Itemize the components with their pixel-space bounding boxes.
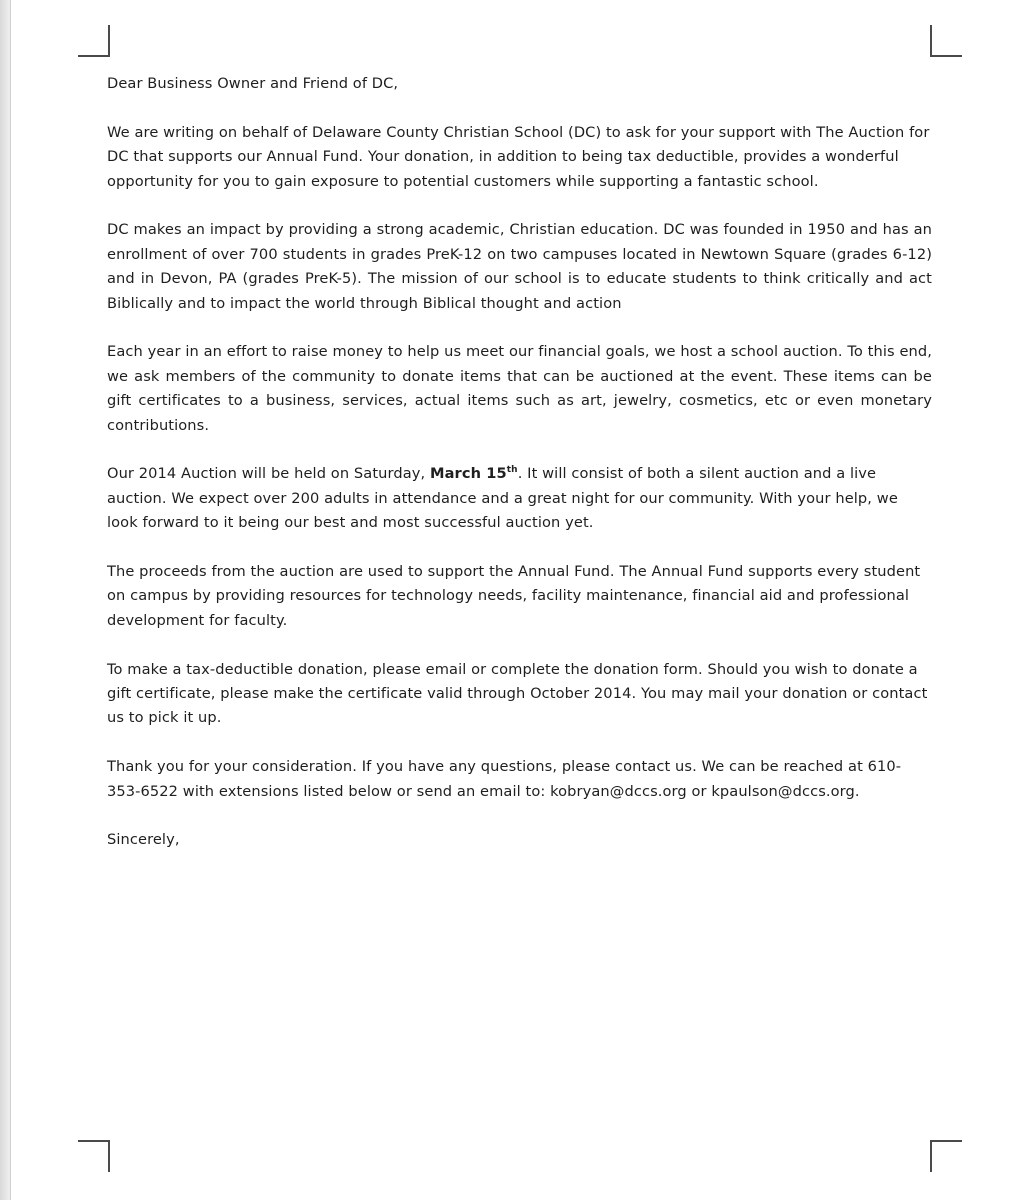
left-ruler-strip (0, 0, 11, 1200)
paragraph-about-dc: DC makes an impact by providing a strong academic, Christian education. DC was founded in 1950 and has an enrollment of over 700 students in grades PreK-12 on two campuses located in Newtown Square (grades 6-12) and in Devon, PA (grades PreK-5). The mission of our school is to educate students to think critically and act Biblically and to impact the world through Biblical thought and action (107, 221, 932, 312)
letter-body (107, 72, 932, 877)
paragraph-donation-instructions: To make a tax-deductible donation, please email or complete the donation form. Should you wish to donate a gift certificate, please make the certificate valid through October 2014. You may mail your donation or contact us to pick it up. (107, 660, 928, 727)
salutation: Dear Business Owner and Friend of DC, (107, 75, 399, 92)
paragraph-annual-fund: The proceeds from the auction are used to support the Annual Fund. The Annual Fund supports every student on campus by providing resources for technology needs, facility maintenance, financial aid and professional development for faculty. (107, 563, 921, 629)
paragraph-auction-date (107, 462, 932, 535)
auction-date-rest: . It will consist of both a silent auction and a live auction. We expect over 200 adults in attendance and a great night for our community. With your help, we look forward to it being our best and most successful auction yet. (107, 465, 898, 532)
auction-date: March 15th (429, 465, 518, 483)
closing: Sincerely, (107, 831, 180, 849)
paragraph-intro: We are writing on behalf of Delaware County Christian School (DC) to ask for your support with The Auction for DC that supports our Annual Fund. Your donation, in addition to being tax deductible, provides a wonderful opportunity for you to gain exposure to potential customers while supporting a fantastic school. (107, 123, 930, 190)
crop-mark-bottom-right (930, 1140, 962, 1172)
auction-date-lead: Our 2014 Auction will be held on Saturday, (107, 465, 430, 483)
paragraph-contact: Thank you for your consideration. If you have any questions, please contact us. We can be reached at 610-353-6522 with extensions listed below or send an email to: kobryan@dccs.org or kpaulson@dccs.org. (107, 758, 902, 800)
crop-mark-top-right (930, 25, 962, 57)
paragraph-auction-purpose: Each year in an effort to raise money to help us meet our financial goals, we host a school auction. To this end, we ask members of the community to donate items that can be auctioned at the event. These items can be gift certificates to a business, services, actual items such as art, jewelry, cosmetics, etc or even monetary contributions. (107, 343, 932, 434)
crop-mark-top-left (78, 25, 110, 57)
crop-mark-bottom-left (78, 1140, 110, 1172)
